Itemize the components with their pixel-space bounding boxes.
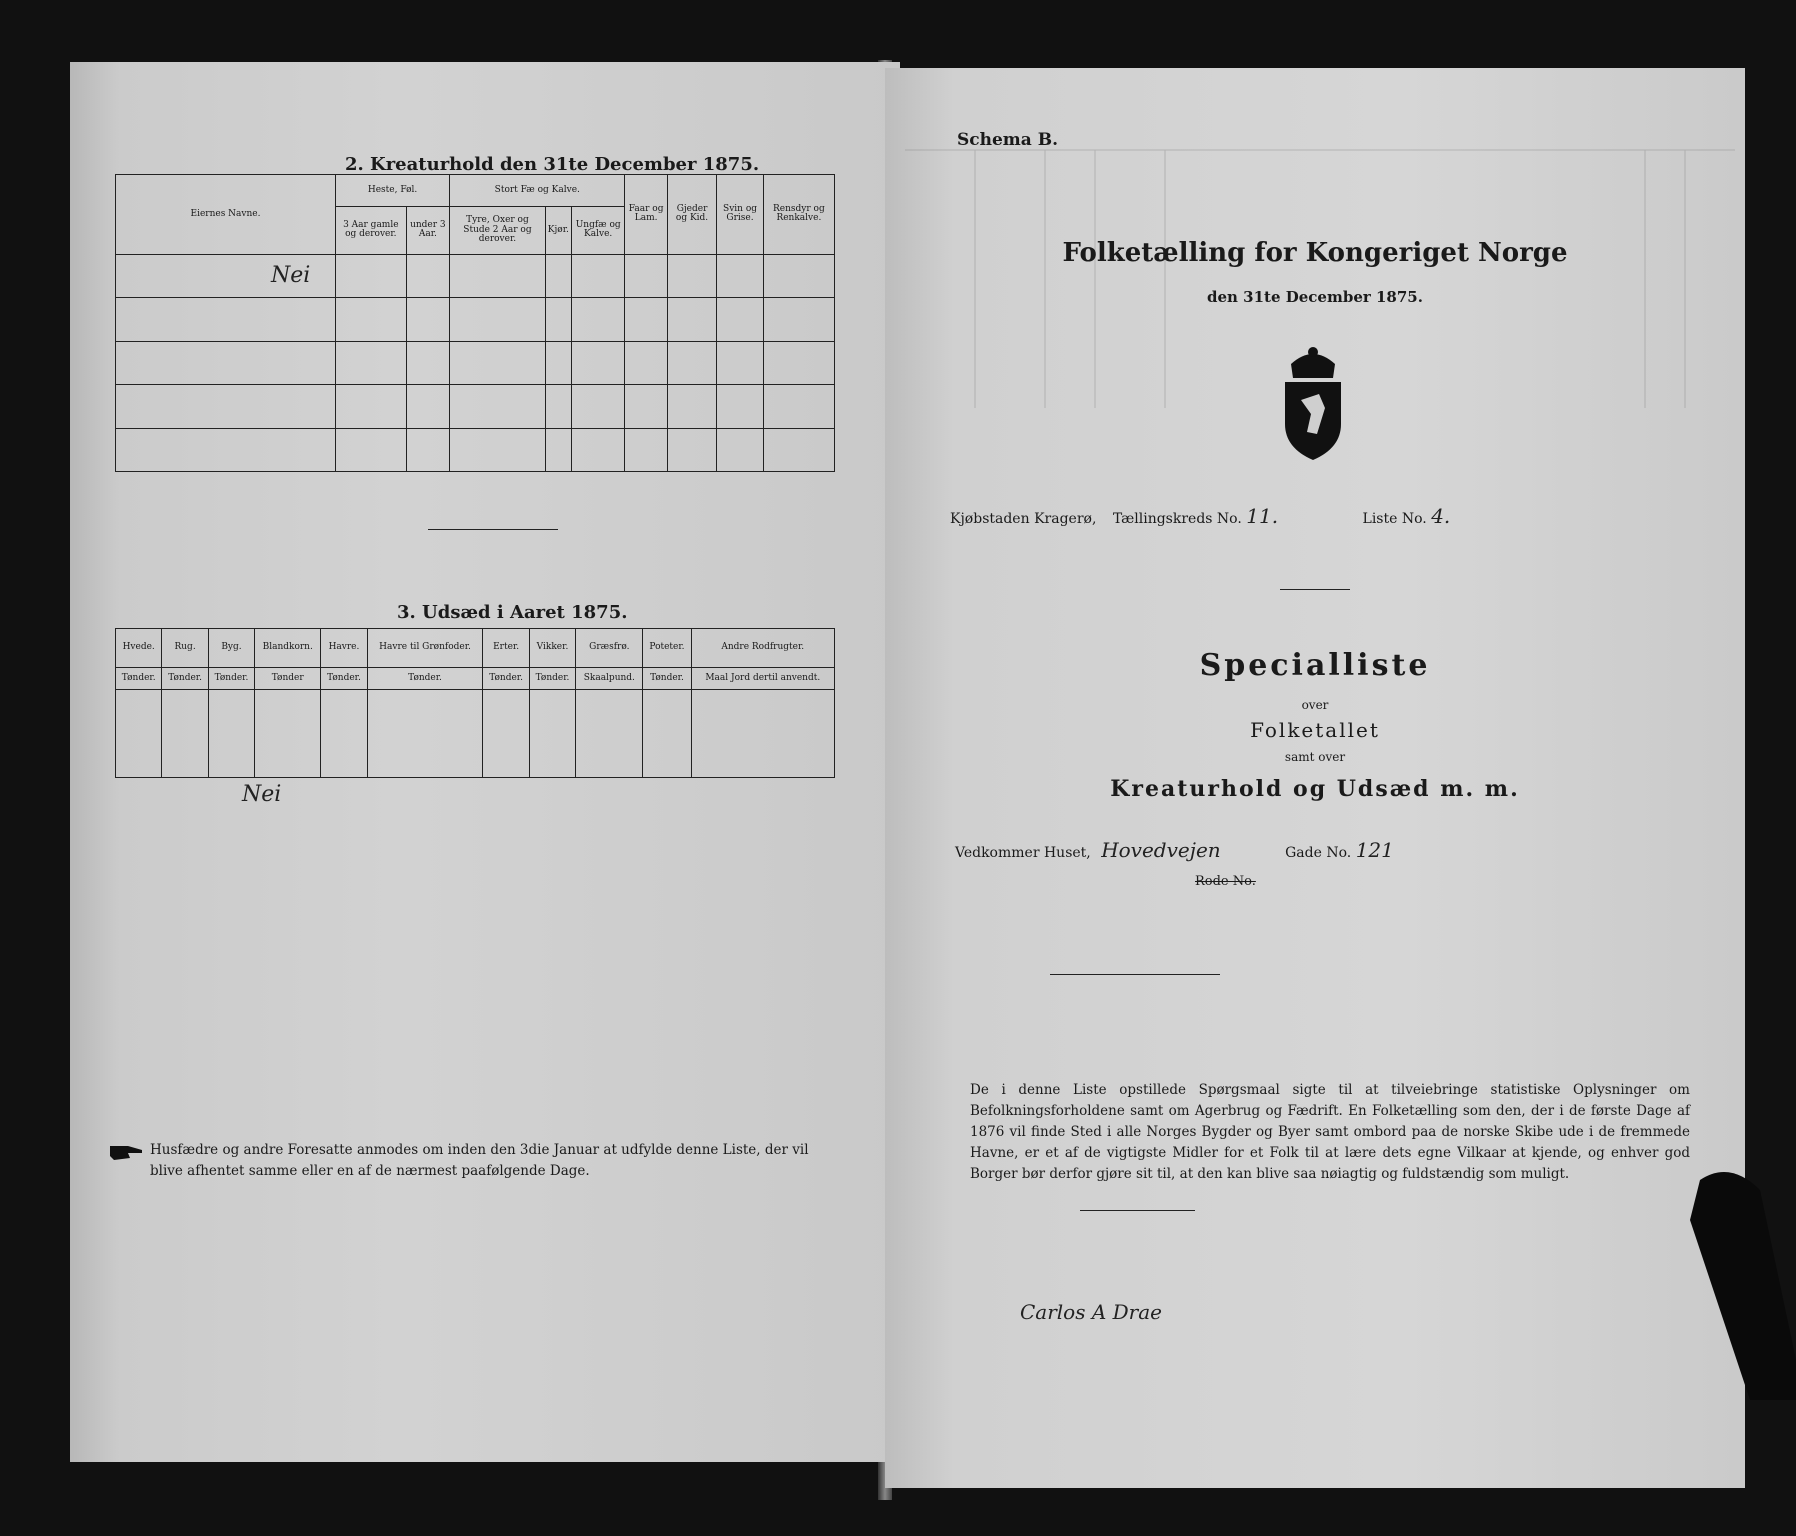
seed-col-unit: Tønder. bbox=[367, 667, 483, 689]
seed-value-cell bbox=[255, 690, 321, 778]
seed-value-cell bbox=[576, 690, 643, 778]
seed-col-name: Andre Rodfrugter. bbox=[691, 629, 835, 668]
signature: Carlos A Drae bbox=[1020, 1300, 1163, 1324]
rode-label: Rode No. bbox=[1195, 874, 1256, 889]
folketallet-text: Folketallet bbox=[1250, 718, 1380, 742]
livestock-entry: Nei bbox=[116, 254, 336, 297]
heste-3aar-header: 3 Aar gamle og derover. bbox=[336, 206, 407, 254]
seed-col-name: Rug. bbox=[162, 629, 208, 668]
seed-col-name: Blandkorn. bbox=[255, 629, 321, 668]
faar-header: Faar og Lam. bbox=[625, 175, 667, 255]
gjeder-header: Gjeder og Kid. bbox=[667, 175, 716, 255]
seed-value-cell bbox=[162, 690, 208, 778]
over-text: over bbox=[1301, 698, 1329, 712]
norway-coat-of-arms bbox=[1273, 344, 1353, 462]
seed-value-cell bbox=[691, 690, 835, 778]
seed-col-unit: Tønder. bbox=[643, 667, 691, 689]
seed-col-name: Poteter. bbox=[643, 629, 691, 668]
seed-value-cell bbox=[367, 690, 483, 778]
seed-col-name: Hvede. bbox=[116, 629, 162, 668]
main-title: Folketælling for Kongeriget Norge bbox=[1062, 238, 1568, 268]
heste-under-header: under 3 Aar. bbox=[406, 206, 449, 254]
seed-value-cell bbox=[116, 690, 162, 778]
seed-col-unit: Maal Jord dertil anvendt. bbox=[691, 667, 835, 689]
kjobstad-value: Kragerø, bbox=[1034, 511, 1097, 527]
liste-label: Liste No. bbox=[1362, 511, 1427, 527]
svin-header: Svin og Grise. bbox=[717, 175, 764, 255]
info-paragraph: De i denne Liste opstillede Spørgsmaal sigte til at tilveiebringe statistiske Oplysninger om Befolkningsforholdene samt om Agerbrug og Fædrift. En Folketælling som den, der i de første Dage af 1876 vil finde Sted i alle Norges Bygder og Byer samt ombord paa de norske Skibe ude i de fremmede Havne, er et af de vigtigste Midler for et Folk til at lære dets egne Vilkaar at kjende, og enhver god Borger bør derfor gjøre sit til, at den kan blive saa nøiagtig og fuldstændig som muligt. bbox=[970, 1082, 1690, 1182]
house-line bbox=[955, 838, 1394, 862]
kreds-label: Tællingskreds No. bbox=[1112, 511, 1242, 527]
heste-header: Heste, Føl. bbox=[336, 175, 450, 207]
divider-left bbox=[428, 529, 558, 530]
seed-col-name: Havre. bbox=[321, 629, 367, 668]
livestock-table bbox=[115, 174, 835, 472]
seed-table bbox=[115, 628, 835, 778]
right-page bbox=[885, 68, 1745, 1488]
ungfae-header: Ungfæ og Kalve. bbox=[571, 206, 625, 254]
seed-col-name: Græsfrø. bbox=[576, 629, 643, 668]
seed-col-name: Vikker. bbox=[529, 629, 575, 668]
census-date: den 31te December 1875. bbox=[1207, 288, 1423, 306]
seed-col-unit: Tønder. bbox=[116, 667, 162, 689]
divider-top bbox=[1280, 589, 1350, 590]
tyre-header: Tyre, Oxer og Stude 2 Aar og derover. bbox=[450, 206, 546, 254]
seed-col-name: Byg. bbox=[208, 629, 254, 668]
seed-value-cell bbox=[208, 690, 254, 778]
left-margin-bleed bbox=[70, 442, 104, 1342]
samt-over-text: samt over bbox=[1284, 750, 1346, 764]
kreds-value: 11. bbox=[1246, 504, 1279, 528]
kjor-header: Kjør. bbox=[545, 206, 571, 254]
pointing-hand-icon bbox=[108, 1140, 144, 1164]
seed-value-cell bbox=[643, 690, 691, 778]
huset-value: Hovedvejen bbox=[1101, 838, 1221, 862]
seed-value-cell bbox=[529, 690, 575, 778]
seed-value-cell bbox=[321, 690, 367, 778]
seed-col-name: Havre til Grønfoder. bbox=[367, 629, 483, 668]
book-clip bbox=[1660, 1160, 1796, 1400]
divider-bottom bbox=[1080, 1210, 1195, 1211]
specialliste-title: Specialliste bbox=[1199, 648, 1431, 683]
seed-col-unit: Skaalpund. bbox=[576, 667, 643, 689]
section2-title: 2. Kreaturhold den 31te December 1875. bbox=[345, 154, 760, 175]
seed-entry: Nei bbox=[242, 782, 282, 807]
gade-value: 121 bbox=[1355, 838, 1394, 862]
seed-col-name: Erter. bbox=[483, 629, 529, 668]
location-line bbox=[950, 504, 1450, 528]
divider-middle bbox=[1050, 974, 1220, 975]
rensdyr-header: Rensdyr og Renkalve. bbox=[763, 175, 834, 255]
liste-value: 4. bbox=[1431, 504, 1451, 528]
left-page bbox=[70, 62, 900, 1462]
kreaturhold-title: Kreaturhold og Udsæd m. m. bbox=[1110, 776, 1520, 802]
vedkommer-label: Vedkommer Huset, bbox=[955, 845, 1091, 861]
stort-fae-header: Stort Fæ og Kalve. bbox=[450, 175, 625, 207]
seed-value-cell bbox=[483, 690, 529, 778]
seed-col-unit: Tønder. bbox=[162, 667, 208, 689]
seed-col-unit: Tønder. bbox=[208, 667, 254, 689]
owner-name-header: Eiernes Navne. bbox=[116, 175, 336, 255]
schema-label: Schema B. bbox=[957, 130, 1059, 150]
seed-col-unit: Tønder. bbox=[483, 667, 529, 689]
seed-col-unit: Tønder bbox=[255, 667, 321, 689]
notice-text: Husfædre og andre Foresatte anmodes om inden den 3die Januar at udfylde denne Liste, der vil blive afhentet samme eller en af de nærmest paafølgende Dage. bbox=[150, 1142, 809, 1179]
section3-title: 3. Udsæd i Aaret 1875. bbox=[397, 602, 628, 623]
seed-col-unit: Tønder. bbox=[529, 667, 575, 689]
seed-col-unit: Tønder. bbox=[321, 667, 367, 689]
kjobstad-label: Kjøbstaden bbox=[950, 511, 1030, 527]
gade-label: Gade No. bbox=[1285, 845, 1352, 861]
